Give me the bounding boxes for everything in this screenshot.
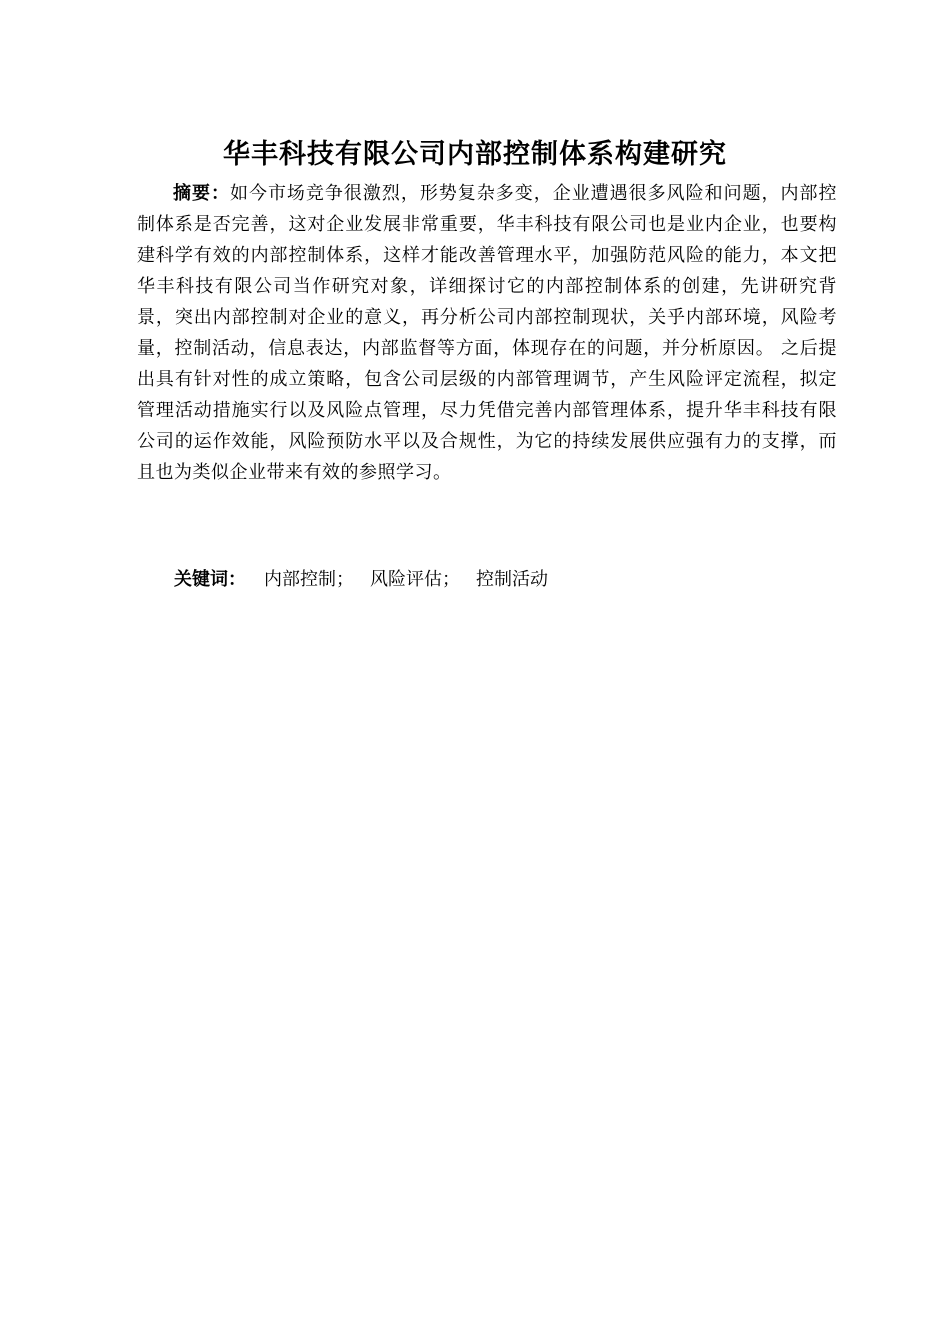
abstract-paragraph [137,178,837,488]
keywords-label: 关键词： [174,569,246,590]
keywords-line [174,565,834,595]
abstract-label: 摘要： [173,183,230,204]
page-title: 华丰科技有限公司内部控制体系构建研究 [223,139,727,170]
keyword-item: 风险评估； [370,569,460,590]
keyword-item: 控制活动 [476,569,548,590]
abstract-text: 如今市场竞争很激烈，形势复杂多变，企业遭遇很多风险和问题，内部控制体系是否完善，这对企业发展非常重要，华丰科技有限公司也是业内企业，也要构建科学有效的内部控制体系，这样才能改善管理水平，加强防范风险的能力，本文把华丰科技有限公司当作研究对象，详细探讨它的内部控制体系的创建，先讲研究背景，突出内部控制对企业的意义，再分析公司内部控制现状，关乎内部环境，风险考量，控制活动，信息表达，内部监督等方面，体现存在的问题，并分析原因。 之后提出具有针对性的成立策略，包含公司层级的内部管理调节，产生风险评定流程，拟定管理活动措施实行以及风险点管理，尽力凭借完善内部管理体系，提升华丰科技有限公司的运作效能，风险预防水平以及合规性，为它的持续发展供应强有力的支撑，而且也为类似企业带来有效的参照学习。 [137,183,838,483]
keyword-item: 内部控制； [264,569,354,590]
